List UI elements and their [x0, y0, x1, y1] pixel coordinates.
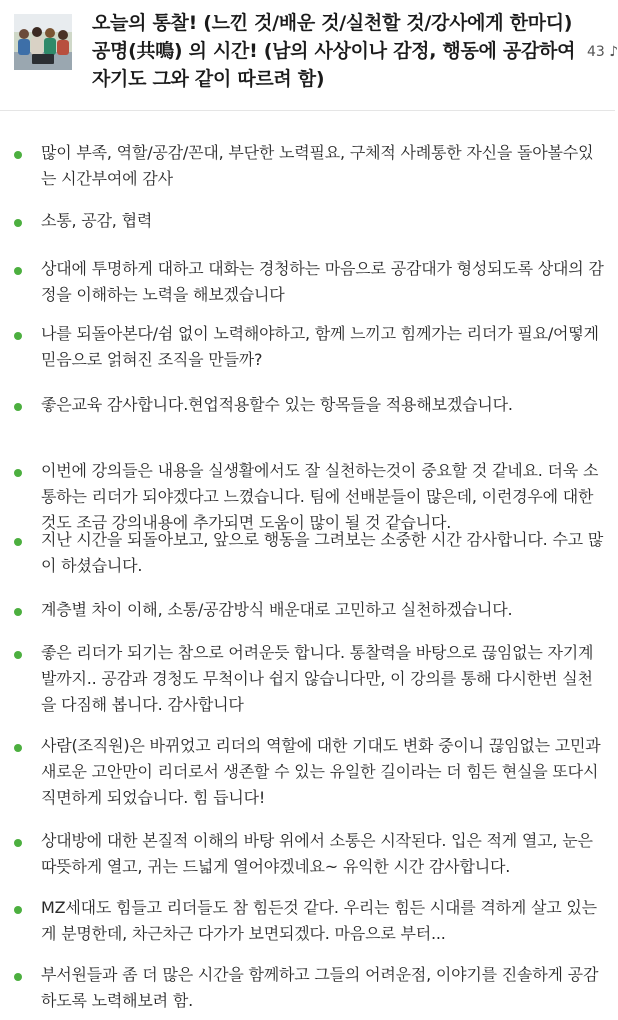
bullet-dot-icon — [14, 839, 22, 847]
bullet-dot-icon — [14, 469, 22, 477]
group-photo-icon — [14, 14, 72, 70]
list-item — [14, 392, 604, 418]
response-count: 43 ♪ — [587, 44, 618, 60]
bullet-dot-icon — [14, 267, 22, 275]
bullet-dot-icon — [14, 403, 22, 411]
comment-text: 상대에 투명하게 대하고 대화는 경청하는 마음으로 공감대가 형성되도록 상대의 감정을 이해하는 노력을 해보겠습니다 — [41, 259, 604, 304]
list-item — [14, 321, 604, 373]
bullet-dot-icon — [14, 219, 22, 227]
comment-text: 좋은교육 감사합니다.현업적용할수 있는 항목들을 적용해보겠습니다. — [41, 395, 513, 414]
bullet-dot-icon — [14, 608, 22, 616]
list-item — [14, 733, 604, 811]
bullet-dot-icon — [14, 744, 22, 752]
comment-text: 소통, 공감, 협력 — [41, 211, 153, 230]
list-item — [14, 458, 604, 536]
comment-text: 이번에 강의들은 내용을 실생활에서도 잘 실천하는것이 중요할 것 같네요. 더욱 소통하는 리더가 되야겠다고 느꼈습니다. 팀에 선배분들이 많은데, 이런경우에 대한 것도 조금 강의내용에 추가되면 도움이 많이 될 것 같습니다. — [41, 461, 599, 532]
list-item — [14, 256, 604, 308]
comment-text: 많이 부족, 역할/공감/꼰대, 부단한 노력필요, 구체적 사례통한 자신을 돌아볼수있는 시간부여에 감사 — [41, 143, 594, 188]
comment-text: 나를 되돌아본다/쉼 없이 노력해야하고, 함께 느끼고 힘께가는 리더가 필요/어떻게 믿음으로 얽혀진 조직을 만들까? — [41, 324, 599, 369]
group-photo-thumbnail — [14, 14, 72, 70]
bullet-dot-icon — [14, 906, 22, 914]
board-title: 오늘의 통찰! (느낀 것/배운 것/실천할 것/강사에게 한마디) 공명(共鳴) 의 시간! (남의 사상이나 감정, 행동에 공감하여 자기도 그와 같이 따르려 함) — [92, 12, 576, 90]
bullet-dot-icon — [14, 538, 22, 546]
list-item — [14, 962, 604, 1014]
comment-text: 좋은 리더가 되기는 참으로 어려운듯 합니다. 통찰력을 바탕으로 끊임없는 자기계발까지.. 공감과 경청도 무척이나 쉽지 않습니다만, 이 강의를 통해 다시한번 실천을 다짐해 봅니다. 감사합니다 — [41, 643, 594, 714]
board-header — [0, 0, 618, 111]
comment-text: MZ세대도 힘들고 리더들도 참 힘든것 같다. 우리는 힘든 시대를 격하게 살고 있는게 분명한데, 차근차근 다가가 보면되겠다. 마음으로 부터... — [41, 898, 597, 943]
bullet-dot-icon — [14, 332, 22, 340]
bullet-dot-icon — [14, 973, 22, 981]
comment-text: 지난 시간을 되돌아보고, 앞으로 행동을 그려보는 소중한 시간 감사합니다. 수고 많이 하셨습니다. — [41, 530, 604, 575]
list-item — [14, 597, 604, 623]
bullet-dot-icon — [14, 151, 22, 159]
comment-text: 계층별 차이 이해, 소통/공감방식 배운대로 고민하고 실천하겠습니다. — [41, 600, 513, 619]
list-item — [14, 828, 604, 880]
list-item — [14, 895, 604, 947]
comment-text: 사람(조직원)은 바뀌었고 리더의 역할에 대한 기대도 변화 중이니 끊임없는 고민과 새로운 고안만이 리더로서 생존할 수 있는 유일한 길이라는 더 힘든 현실을 또다시 직면하게 되었습니다. 힘 듭니다! — [41, 736, 601, 807]
list-item — [14, 208, 604, 234]
comment-text: 상대방에 대한 본질적 이해의 바탕 위에서 소통은 시작된다. 입은 적게 열고, 눈은 따뜻하게 열고, 귀는 드넓게 열어야겠네요~ 유익한 시간 감사합니다. — [41, 831, 593, 876]
list-item — [14, 640, 604, 718]
list-item — [14, 527, 604, 579]
comment-text: 부서원들과 좀 더 많은 시간을 함께하고 그들의 어려운점, 이야기를 진솔하게 공감하도록 노력해보려 함. — [41, 965, 599, 1010]
bullet-dot-icon — [14, 651, 22, 659]
list-item — [14, 140, 604, 192]
